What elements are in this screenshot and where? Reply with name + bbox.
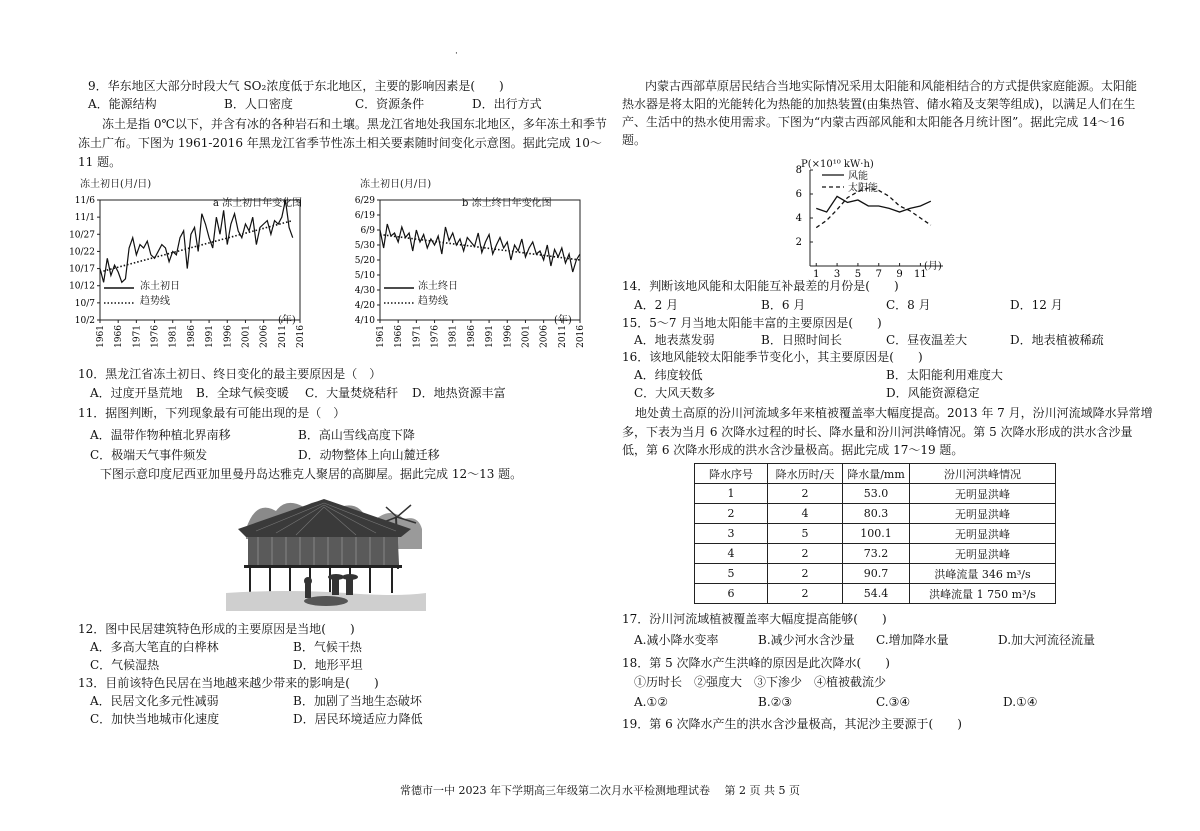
passage-energy-line2: 热水器是将太阳的光能转化为热能的加热装置(由集热管、储水箱及支架等组成)，以满足人们在生	[622, 97, 1136, 111]
q10-option-c: C．大量焚烧秸秆	[305, 386, 399, 400]
energy-ytick-label: 6	[795, 189, 802, 200]
q15-option-a: A．地表蒸发弱	[634, 333, 715, 347]
chart-a-legend-2: 趋势线	[140, 296, 170, 307]
passage-energy-line3: 产、生活中的热水使用需求。下图为“内蒙古西部风能和太阳能各月统计图”。据此完成 14～16	[622, 115, 1125, 129]
energy-legend-solar: 太阳能	[848, 183, 878, 194]
energy-ytick-label: 8	[795, 165, 802, 176]
table-cell: 80.3	[843, 504, 910, 524]
chart-a-xtick-label: 2001	[241, 325, 252, 348]
passage-fen-line3: 低，第 6 次降水形成的洪水含沙量极高。据此完成 17～19 题。	[622, 443, 964, 457]
table-cell: 无明显洪峰	[910, 484, 1056, 504]
chart-b-xtick-label: 1981	[448, 325, 459, 348]
energy-chart	[780, 160, 980, 280]
table-cell: 洪峰流量 1 750 m³/s	[910, 584, 1056, 604]
chart-b-xunit: (年)	[554, 315, 572, 326]
q11-option-c: C．极端天气事件频发	[90, 448, 208, 462]
chart-a-xtick-label: 1976	[150, 325, 161, 348]
chart-b-xtick-label: 2001	[521, 325, 532, 348]
q15-stem: 15．5～7 月当地太阳能丰富的主要原因是( )	[622, 316, 882, 330]
q12-option-d: D．地形平坦	[293, 658, 363, 672]
q9-option-a: A．能源结构	[88, 97, 157, 111]
stilt-house-illustration	[226, 489, 426, 611]
table-cell: 2	[695, 504, 768, 524]
table-row	[695, 504, 1056, 524]
q16-stem: 16．该地风能较太阳能季节变化小，其主要原因是( )	[622, 350, 923, 364]
table-cell: 2	[768, 564, 843, 584]
chart-b-xtick-label: 1976	[430, 325, 441, 348]
chart-a-ytick-label: 10/12	[69, 281, 95, 292]
table-cell: 4	[768, 504, 843, 524]
table-row	[695, 564, 1056, 584]
chart-b-series-line	[380, 224, 580, 272]
chart-a-xtick-label: 1971	[132, 325, 143, 348]
chart-b-ytick-label: 5/10	[354, 271, 375, 281]
chart-b-xtick-label: 1996	[503, 325, 514, 348]
energy-wind-line	[816, 196, 931, 212]
q13-option-c: C．加快当地城市化速度	[90, 712, 220, 726]
q9-stem: 9．华东地区大部分时段大气 SO₂浓度低于东北地区，主要的影响因素是( )	[88, 79, 504, 93]
q14-stem: 14．判断该地风能和太阳能互补最差的月份是( )	[622, 279, 899, 293]
passage-fen-line1: 地处黄土高原的汾川河流域多年来植被覆盖率大幅度提高。2013 年 7 月，汾川河流域降水异常增	[635, 406, 1153, 420]
q11-stem: 11．据图判断，下列现象最有可能出现的是（ ）	[78, 406, 346, 420]
chart-a-xtick-label: 2006	[259, 325, 270, 348]
chart-b-ytick-label: 6/9	[360, 226, 375, 236]
q19-stem: 19．第 6 次降水产生的洪水含沙量极高，其泥沙主要源于( )	[622, 717, 962, 731]
table-header: 降水序号	[695, 464, 768, 484]
chart-b-legend-1: 冻土终日	[418, 281, 458, 292]
table-cell: 5	[768, 524, 843, 544]
energy-xtick-label: 5	[854, 269, 862, 280]
chart-a-xtick-label: 1966	[114, 325, 125, 348]
energy-xtick-label: 7	[875, 269, 882, 280]
q10-option-a: A．过度开垦荒地	[90, 386, 183, 400]
table-header: 降水历时/天	[768, 464, 843, 484]
chart-a-frame	[100, 200, 300, 320]
table-cell: 3	[695, 524, 768, 544]
table-cell: 6	[695, 584, 768, 604]
q18-stem: 18．第 5 次降水产生洪峰的原因是此次降水( )	[622, 656, 890, 670]
q18-option-a: A.①②	[634, 695, 668, 709]
table-cell: 2	[768, 584, 843, 604]
chart-b-ytick-label: 6/29	[354, 196, 375, 206]
chart-a-ytick-label: 11/1	[74, 213, 95, 224]
q13-option-a: A．民居文化多元性减弱	[90, 694, 219, 708]
chart-b-xtick-label: 1966	[394, 325, 405, 348]
table-cell: 洪峰流量 346 m³/s	[910, 564, 1056, 584]
chart-a-xtick-label: 1981	[168, 325, 179, 348]
flood-table	[694, 463, 1056, 604]
chart-b-ytick-label: 5/30	[354, 241, 375, 251]
energy-xtick-label: 11	[914, 269, 927, 280]
passage-frozen-line3: 11 题。	[78, 155, 122, 169]
chart-b-ytick-label: 6/19	[354, 211, 375, 221]
q11-option-d: D．动物整体上向山麓迁移	[298, 448, 440, 462]
q15-option-c: C．昼夜温差大	[886, 333, 968, 347]
chart-b-xtick-label: 2006	[539, 325, 550, 348]
chart-a-ytick-label: 10/27	[69, 230, 95, 241]
page-footer: 常德市一中 2023 年下学期高三年级第二次月水平检测地理试卷 第 2 页 共 5 页	[400, 784, 800, 797]
chart-a-xtick-label: 1996	[223, 325, 234, 348]
q14-option-a: A．2 月	[634, 298, 679, 312]
chart-a-ytick-label: 10/17	[69, 264, 95, 275]
table-row	[695, 484, 1056, 504]
table-cell: 53.0	[843, 484, 910, 504]
q11-option-b: B．高山雪线高度下降	[298, 428, 415, 442]
passage-house: 下图示意印度尼西亚加里曼丹岛达雅克人聚居的高脚屋。据此完成 12～13 题。	[100, 467, 523, 481]
q13-option-b: B．加剧了当地生态破坏	[293, 694, 422, 708]
table-cell: 5	[695, 564, 768, 584]
energy-chart-ylabel: P(×10¹⁰ kW·h)	[801, 159, 874, 170]
q10-stem: 10．黑龙江省冻土初日、终日变化的最主要原因是（ ）	[78, 367, 382, 381]
energy-ytick-label: 4	[795, 213, 802, 224]
table-cell: 1	[695, 484, 768, 504]
table-cell: 无明显洪峰	[910, 544, 1056, 564]
table-cell: 无明显洪峰	[910, 524, 1056, 544]
chart-a	[60, 190, 320, 360]
q14-option-d: D．12 月	[1010, 298, 1063, 312]
q16-option-c: C．大风天数多	[634, 386, 716, 400]
q12-stem: 12．图中民居建筑特色形成的主要原因是当地( )	[78, 622, 355, 636]
chart-a-ylabel: 冻土初日(月/日)	[80, 179, 152, 190]
table-header-row	[695, 464, 1056, 484]
q17-stem: 17．汾川河流域植被覆盖率大幅度提高能够( )	[622, 612, 887, 626]
table-cell: 无明显洪峰	[910, 504, 1056, 524]
table-header: 汾川河洪峰情况	[910, 464, 1056, 484]
q15-option-d: D．地表植被稀疏	[1010, 333, 1104, 347]
energy-xtick-label: 9	[896, 269, 903, 280]
chart-b-xtick-label: 1991	[485, 325, 496, 348]
chart-b-xtick-label: 1986	[466, 325, 477, 348]
chart-a-ytick-label: 10/22	[69, 247, 95, 258]
passage-fen-line2: 多，下表为当月 6 次降水过程的时长、降水量和汾川河洪峰情况。第 5 次降水形成的洪水含沙量	[622, 425, 1133, 439]
chart-a-ytick-label: 11/6	[74, 196, 95, 206]
table-cell: 90.7	[843, 564, 910, 584]
chart-a-xtick-label: 2011	[277, 325, 288, 348]
q9-option-b: B．人口密度	[224, 97, 293, 111]
q17-option-d: D.加大河流径流量	[998, 633, 1096, 647]
chart-b-legend-2: 趋势线	[418, 296, 448, 307]
q10-option-d: D．地热资源丰富	[412, 386, 506, 400]
q18-option-b: B.②③	[758, 695, 793, 709]
chart-a-ytick-label: 10/2	[74, 316, 95, 326]
chart-b-ytick-label: 4/20	[354, 301, 375, 311]
chart-b-ytick-label: 4/10	[354, 316, 375, 326]
chart-a-xtick-label: 1961	[96, 325, 106, 348]
chart-b-ylabel: 冻土初日(月/日)	[360, 179, 432, 190]
chart-a-title: a 冻土初日年变化图	[213, 198, 303, 209]
chart-a-trend-line	[100, 221, 293, 272]
chart-a-xtick-label: 1991	[205, 325, 216, 348]
energy-legend-wind: 风能	[848, 171, 868, 182]
chart-a-xunit: (年)	[278, 315, 296, 326]
passage-energy-line4: 题。	[622, 133, 647, 147]
q12-option-b: B．气候干热	[293, 640, 362, 654]
table-cell: 2	[768, 484, 843, 504]
q17-option-c: C.增加降水量	[876, 633, 949, 647]
chart-b-xtick-label: 2011	[557, 325, 568, 348]
page-dot: ·	[455, 49, 458, 59]
chart-a-series-line	[100, 200, 293, 282]
q13-stem: 13．目前该特色民居在当地越来越少带来的影响是( )	[78, 676, 379, 690]
chart-a-ytick-label: 10/7	[74, 298, 95, 309]
q14-option-c: C．8 月	[886, 298, 931, 312]
q17-option-b: B.减少河水含沙量	[758, 633, 855, 647]
q11-option-a: A．温带作物种植北界南移	[90, 428, 231, 442]
table-cell: 2	[768, 544, 843, 564]
q15-option-b: B．日照时间长	[761, 333, 842, 347]
q10-option-b: B．全球气候变暖	[196, 386, 289, 400]
q12-option-a: A．多高大笔直的白桦林	[90, 640, 219, 654]
q17-option-a: A.减小降水变率	[634, 633, 719, 647]
q18-choices: ①历时长 ②强度大 ③下渗少 ④植被截流少	[634, 675, 887, 689]
q13-option-d: D．居民环境适应力降低	[293, 712, 423, 726]
q9-option-c: C．资源条件	[355, 97, 425, 111]
chart-b-xtick-label: 2016	[576, 325, 586, 348]
q12-option-c: C．气候湿热	[90, 658, 160, 672]
chart-b-ytick-label: 4/30	[354, 286, 375, 296]
energy-ytick-label: 2	[795, 237, 802, 248]
q18-option-d: D.①④	[1003, 695, 1038, 709]
energy-xtick-label: 3	[833, 269, 841, 280]
passage-frozen-line2: 冻土广布。下图为 1961-2016 年黑龙江省季节性冻土相关要素随时间变化示意图。据此完成 10～	[78, 136, 602, 150]
chart-b-xtick-label: 1971	[412, 325, 423, 348]
q14-option-b: B．6 月	[761, 298, 806, 312]
table-row	[695, 544, 1056, 564]
chart-b-xtick-label: 1961	[376, 325, 386, 348]
chart-a-legend-1: 冻土初日	[140, 281, 180, 292]
q16-option-a: A．纬度较低	[634, 368, 703, 382]
chart-b-title: b 冻土终日年变化图	[462, 198, 552, 209]
table-cell: 54.4	[843, 584, 910, 604]
chart-a-xtick-label: 2016	[296, 325, 306, 348]
chart-b-ytick-label: 5/20	[354, 256, 375, 266]
energy-xtick-label: 1	[813, 269, 820, 280]
passage-frozen-line1: 冻土是指 0℃以下，并含有冰的各种岩石和土壤。黑龙江省地处我国东北地区，多年冻土和季节	[102, 117, 607, 131]
q16-option-b: B．太阳能利用难度大	[886, 368, 1003, 382]
energy-chart-xunit: (月)	[924, 261, 942, 272]
table-header: 降水量/mm	[843, 464, 910, 484]
q18-option-c: C.③④	[876, 695, 911, 709]
chart-a-xtick-label: 1986	[186, 325, 197, 348]
q16-option-d: D．风能资源稳定	[886, 386, 980, 400]
table-cell: 100.1	[843, 524, 910, 544]
q9-option-d: D．出行方式	[472, 97, 542, 111]
passage-energy-line1: 内蒙古西部草原居民结合当地实际情况采用太阳能和风能相结合的方式提供家庭能源。太阳能	[645, 79, 1138, 93]
table-row	[695, 584, 1056, 604]
table-row	[695, 524, 1056, 544]
table-cell: 73.2	[843, 544, 910, 564]
chart-b	[340, 190, 600, 360]
table-cell: 4	[695, 544, 768, 564]
